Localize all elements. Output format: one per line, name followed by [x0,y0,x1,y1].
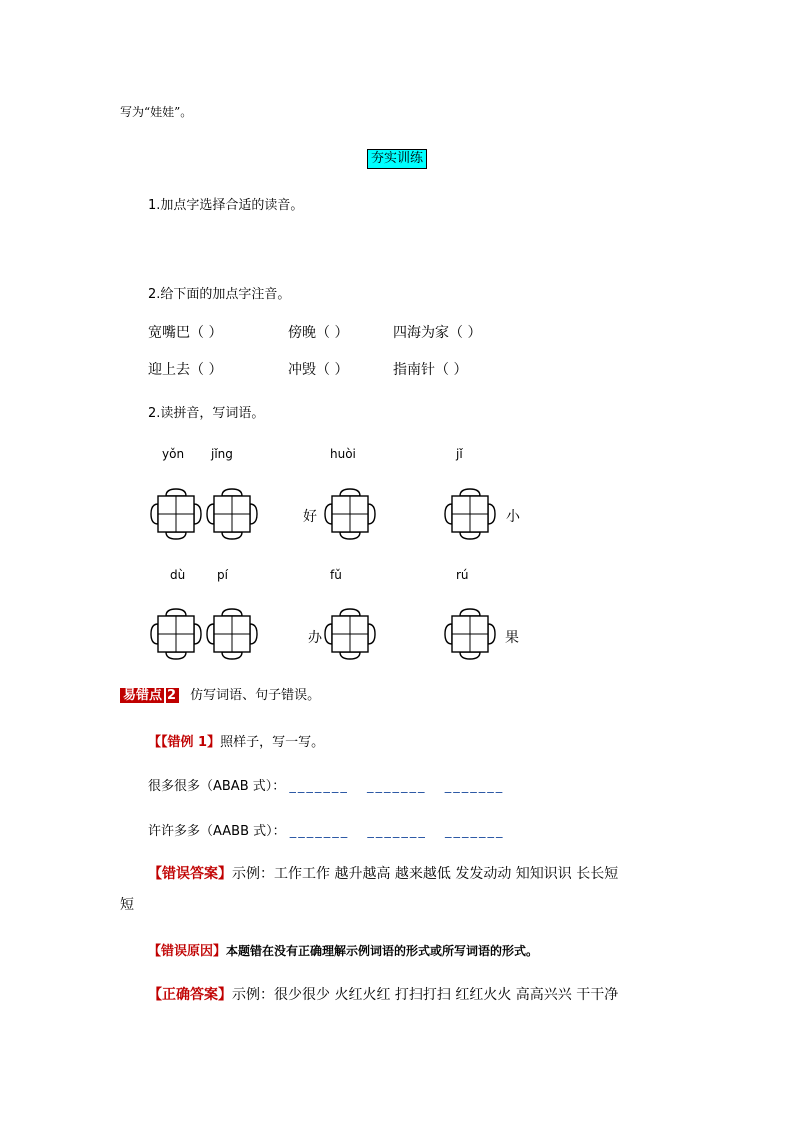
writing-grid[interactable] [324,608,376,660]
q2-item [393,322,481,342]
answer-blank[interactable]: _______ [367,824,427,839]
abab-label: 很多很多（ABAB 式）： [148,779,286,794]
example-text: 照样子，写一写。 [220,735,325,750]
answer-blank[interactable]: _______ [289,824,350,839]
q2-word: 傍晚 [288,325,316,341]
intro-line: 写为“娃娃”。 [120,105,193,119]
q2-word: 指南针 [393,362,435,378]
pinyin: rú [456,568,469,582]
wrong-reason-text: 本题错在没有正确理解示例词语的形式或所写词语的形式。 [226,944,539,958]
pinyin: jǐ [456,447,463,461]
q2-paren: （ ） [435,362,468,378]
writing-grid[interactable] [444,608,496,660]
wrong-reason-label: 【错误原因】 [148,944,227,959]
error-title: 仿写词语、句子错误。 [190,688,321,703]
word-char: 办 [308,630,322,646]
right-answer-text: 示例：很少很少 火红火红 打扫打扫 红红火火 高高兴兴 干干净 [232,987,619,1003]
answer-blank[interactable]: _______ [445,824,505,839]
q2-paren: （ ） [190,362,223,378]
q2-item [148,322,222,342]
writing-grid[interactable] [206,488,258,540]
error-point-header [120,684,320,706]
pinyin: pí [217,568,228,582]
q2-paren: （ ） [316,325,349,341]
answer-blank[interactable]: _______ [289,779,349,794]
q2-item [393,359,467,379]
q2-item [288,359,348,379]
q2-word: 冲毁 [288,362,316,378]
q2-paren: （ ） [316,362,349,378]
example-label-text: 【错例 1】 [161,735,221,750]
answer-blank[interactable]: _______ [444,779,505,794]
pinyin: jǐng [211,447,233,461]
answer-blank[interactable]: _______ [367,779,427,794]
q2-item [148,359,222,379]
q2-word: 宽嘴巴 [148,325,190,341]
wrong-answer-text: 示例：工作工作 越升越高 越来越低 发发动动 知知识识 长长短 [232,866,619,882]
writing-grid[interactable] [150,488,202,540]
writing-grid[interactable] [444,488,496,540]
q2-paren: （ ） [449,325,482,341]
example-line [148,731,324,750]
q2-item [288,322,348,342]
question-2: 2.给下面的加点字注音。 [148,287,291,302]
wrong-answer-line [148,863,618,883]
pinyin: huòi [330,447,356,461]
wrong-reason-line [148,940,538,959]
question-3: 2.读拼音，写词语。 [148,406,265,421]
abab-line [148,775,504,794]
writing-grid[interactable] [206,608,258,660]
q2-paren: （ ） [190,325,223,341]
right-answer-label: 【正确答案】 [148,987,232,1003]
error-badge-text: 易错点 [123,688,163,703]
wrong-answer-cont: 短 [120,897,134,913]
question-1: 1.加点字选择合适的读音。 [148,198,304,213]
writing-grid[interactable] [150,608,202,660]
word-char: 小 [506,509,520,525]
example-label: 【【错例 1】 [148,735,221,750]
writing-grid[interactable] [324,488,376,540]
pinyin: fǔ [330,568,342,582]
error-badge-number: 2 [164,688,176,703]
aabb-label: 许许多多（AABB 式）： [148,824,286,839]
pinyin: dù [170,568,186,582]
right-answer-line [148,984,618,1004]
error-badge [120,688,179,703]
word-char: 好 [303,509,317,525]
pinyin: yǒn [162,447,185,461]
q2-word: 四海为家 [393,325,449,341]
section-badge: 夯实训练 [367,149,427,169]
wrong-answer-label: 【错误答案】 [148,866,232,882]
q2-word: 迎上去 [148,362,190,378]
word-char: 果 [505,630,519,646]
aabb-line [148,820,505,839]
